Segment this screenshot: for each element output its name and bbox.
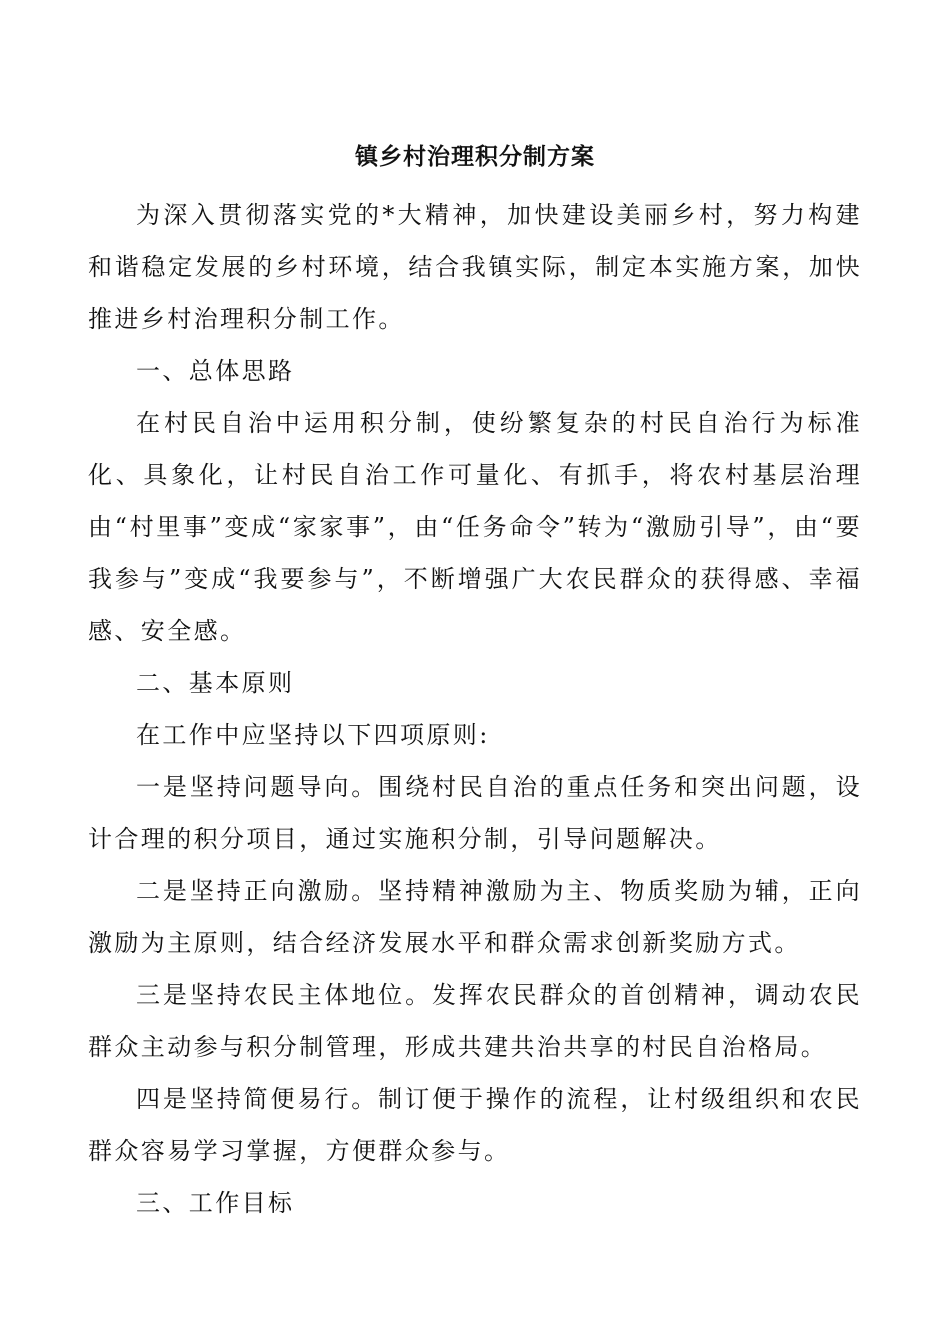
document-body	[88, 137, 862, 1229]
overall-approach-paragraph: 在村民自治中运用积分制，使纷繁复杂的村民自治行为标准化、具象化，让村民自治工作可量化、有抓手，将农村基层治理由“村里事”变成“家家事”，由“任务命令”转为“激励引导”，由“要我参与”变成“我要参与”，不断增强广大农民群众的获得感、幸福感、安全感。	[88, 409, 862, 645]
principle-problem-oriented: 一是坚持问题导向。围绕村民自治的重点任务和突出问题，设计合理的积分项目，通过实施积分制，引导问题解决。	[88, 773, 862, 853]
principle-farmer-subject: 三是坚持农民主体地位。发挥农民群众的首创精神，调动农民群众主动参与积分制管理，形成共建共治共享的村民自治格局。	[88, 981, 862, 1061]
intro-paragraph: 为深入贯彻落实党的*大精神，加快建设美丽乡村，努力构建和谐稳定发展的乡村环境，结合我镇实际，制定本实施方案，加快推进乡村治理积分制工作。	[88, 201, 862, 333]
section-heading-overall-approach: 一、总体思路	[136, 357, 295, 385]
principles-lead-paragraph: 在工作中应坚持以下四项原则:	[136, 721, 490, 749]
section-heading-work-goals: 三、工作目标	[136, 1189, 295, 1217]
section-heading-basic-principles: 二、基本原则	[136, 669, 295, 697]
document-title: 镇乡村治理积分制方案	[355, 143, 595, 170]
principle-positive-incentive: 二是坚持正向激励。坚持精神激励为主、物质奖励为辅，正向激励为主原则，结合经济发展水平和群众需求创新奖励方式。	[88, 877, 862, 957]
principle-simple-practical: 四是坚持简便易行。制订便于操作的流程，让村级组织和农民群众容易学习掌握，方便群众参与。	[88, 1085, 862, 1165]
